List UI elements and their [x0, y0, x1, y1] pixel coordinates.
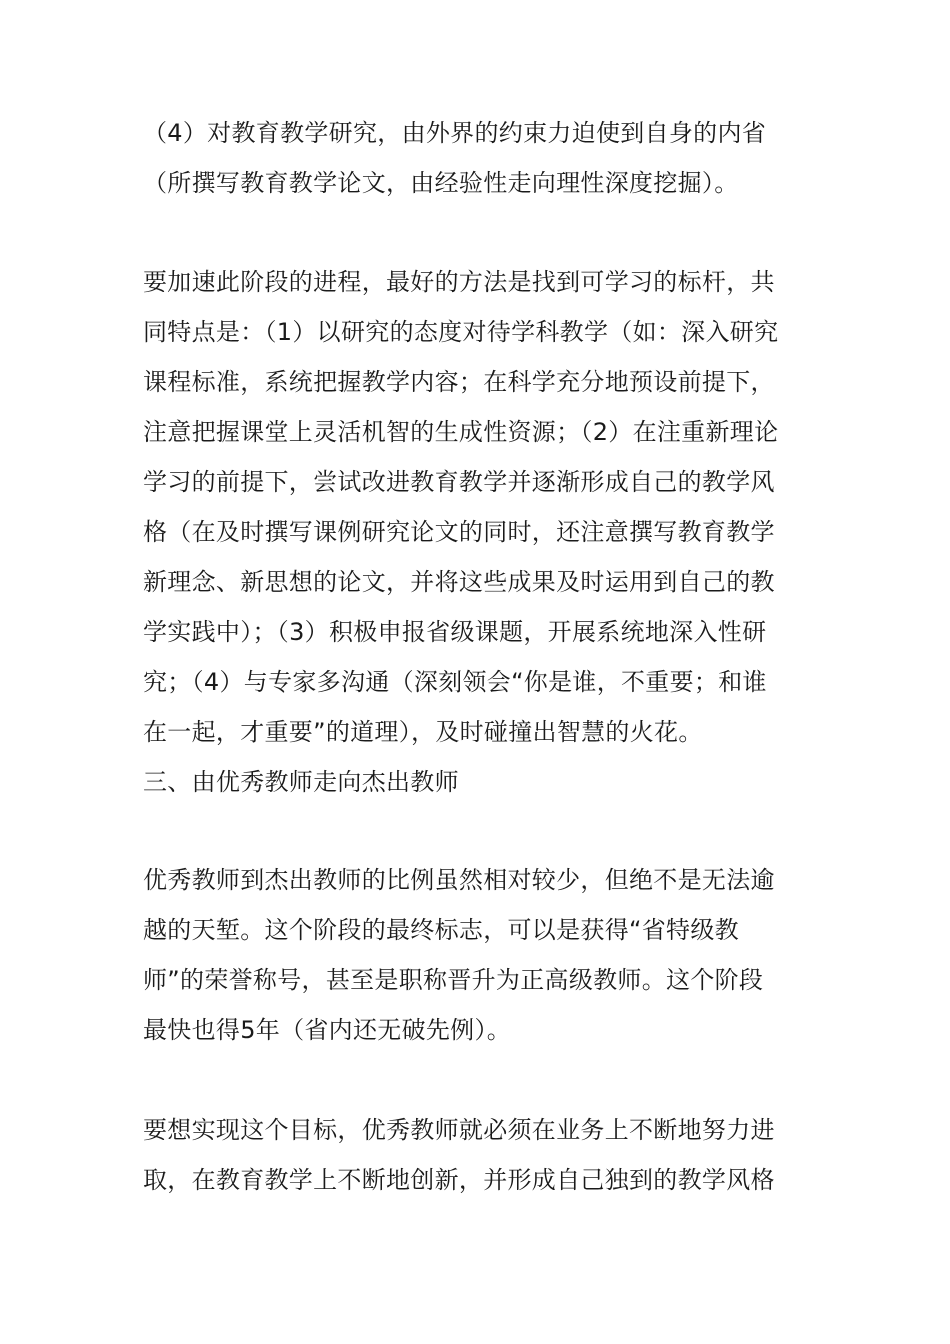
text-line: 要加速此阶段的进程，最好的方法是找到可学习的标杆，共: [143, 268, 775, 296]
text-line: 优秀教师到杰出教师的比例虽然相对较少，但绝不是无法逾: [143, 866, 775, 894]
text-line: 注意把握课堂上灵活机智的生成性资源；（2）在注重新理论: [143, 418, 779, 446]
text-line: （所撰写教育教学论文，由经验性走向理性深度挖掘）。: [143, 169, 739, 197]
text-line: 取，在教育教学上不断地创新，并形成自己独到的教学风格: [143, 1166, 775, 1194]
text-line: 同特点是：（1）以研究的态度对待学科教学（如：深入研究: [143, 318, 779, 346]
text-line: （4）对教育教学研究，由外界的约束力迫使到自身的内省: [143, 119, 767, 147]
text-line: 最快也得5年（省内还无破先例）。: [143, 1016, 512, 1044]
text-line: 格（在及时撰写课例研究论文的同时，还注意撰写教育教学: [143, 518, 775, 546]
text-line: 在一起，才重要”的道理），及时碰撞出智慧的火花。: [143, 718, 703, 746]
section-heading: 三、由优秀教师走向杰出教师: [143, 768, 459, 796]
text-line: 师”的荣誉称号，甚至是职称晋升为正高级教师。这个阶段: [143, 966, 764, 994]
text-line: 课程标准，系统把握教学内容；在科学充分地预设前提下，: [143, 368, 775, 396]
text-line: 学实践中）；（3）积极申报省级课题，开展系统地深入性研: [143, 618, 767, 646]
text-line: 究；（4）与专家多沟通（深刻领会“你是谁，不重要；和谁: [143, 668, 767, 696]
text-line: 学习的前提下，尝试改进教育教学并逐渐形成自己的教学风: [143, 468, 775, 496]
text-line: 新理念、新思想的论文，并将这些成果及时运用到自己的教: [143, 568, 775, 596]
text-line: 越的天堑。这个阶段的最终标志，可以是获得“省特级教: [143, 916, 739, 944]
text-line: 要想实现这个目标，优秀教师就必须在业务上不断地努力进: [143, 1116, 775, 1144]
